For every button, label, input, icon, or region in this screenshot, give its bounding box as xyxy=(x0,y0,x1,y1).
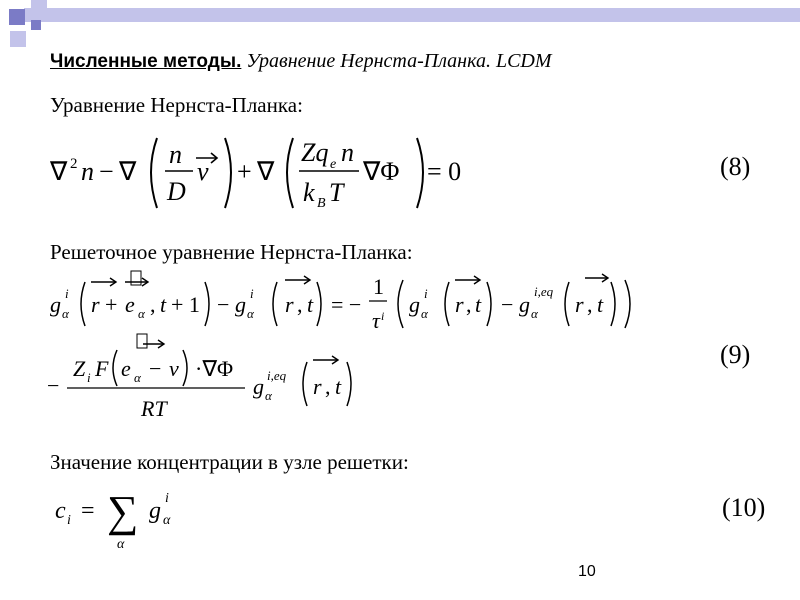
svg-text:v: v xyxy=(197,157,209,186)
svg-text:i: i xyxy=(165,491,169,506)
svg-text:g: g xyxy=(149,498,161,524)
svg-text:g: g xyxy=(519,292,530,317)
section-heading-1: Уравнение Нернста-Планка: xyxy=(50,93,303,117)
svg-text:i: i xyxy=(87,370,91,385)
svg-text:e: e xyxy=(330,157,337,172)
section-heading-2: Решеточное уравнение Нернста-Планка: xyxy=(50,240,413,264)
svg-text:i,eq: i,eq xyxy=(534,284,554,299)
svg-text:+: + xyxy=(105,292,118,317)
svg-text:−: − xyxy=(501,292,514,317)
svg-text:τ: τ xyxy=(372,308,380,333)
svg-text:r: r xyxy=(455,292,464,317)
decor-square xyxy=(31,0,47,16)
svg-text:i: i xyxy=(250,286,254,301)
svg-text:RT: RT xyxy=(141,396,167,420)
svg-text:Z: Z xyxy=(73,356,86,381)
svg-text:i: i xyxy=(424,286,428,301)
decor-square xyxy=(9,9,25,25)
svg-text:r: r xyxy=(285,292,294,317)
svg-text:∑: ∑ xyxy=(107,487,139,536)
title-italic: Уравнение Нернста-Планка. LCDM xyxy=(246,50,552,72)
svg-text:∇Φ: ∇Φ xyxy=(363,157,400,186)
svg-text:t: t xyxy=(597,292,604,317)
svg-text:α: α xyxy=(247,306,254,321)
svg-text:2: 2 xyxy=(70,156,78,172)
equation-8 xyxy=(45,128,485,216)
svg-text:−: − xyxy=(99,157,114,186)
svg-text:t: t xyxy=(160,292,167,317)
svg-text:−: − xyxy=(47,373,60,398)
svg-text:,: , xyxy=(325,374,331,399)
svg-text:e: e xyxy=(125,292,135,317)
svg-text:1: 1 xyxy=(373,274,384,299)
svg-text:=: = xyxy=(81,498,95,524)
svg-text:α: α xyxy=(138,306,145,321)
svg-text:t: t xyxy=(335,374,342,399)
slide-title xyxy=(50,50,552,73)
svg-text:g: g xyxy=(50,292,61,317)
svg-text:i,eq: i,eq xyxy=(267,368,287,383)
svg-text:n: n xyxy=(169,140,182,169)
svg-text:,: , xyxy=(150,292,156,317)
decor-square xyxy=(10,31,26,47)
svg-text:α: α xyxy=(163,513,171,528)
svg-text:∇: ∇ xyxy=(119,157,137,186)
equation-9-number: (9) xyxy=(720,340,751,369)
svg-text:−: − xyxy=(217,292,230,317)
svg-text:α: α xyxy=(531,306,538,321)
svg-text:t: t xyxy=(307,292,314,317)
equation-8-number: (8) xyxy=(720,152,751,181)
equation-10 xyxy=(45,482,245,552)
svg-text:−: − xyxy=(149,356,162,381)
page-number: 10 xyxy=(578,563,596,580)
svg-text:Zq: Zq xyxy=(301,138,329,167)
svg-text:c: c xyxy=(55,498,66,524)
svg-text:∇: ∇ xyxy=(257,157,275,186)
section-heading-3: Значение концентрации в узле решетки: xyxy=(50,450,409,474)
equation-10-number: (10) xyxy=(722,493,766,522)
svg-text:n: n xyxy=(81,157,94,186)
svg-text:D: D xyxy=(167,177,186,206)
equation-9 xyxy=(45,268,645,420)
svg-text:= −: = − xyxy=(331,292,362,317)
svg-text:i: i xyxy=(381,309,385,323)
svg-text:α: α xyxy=(421,306,428,321)
svg-text:,: , xyxy=(297,292,303,317)
title-bold: Численные методы. xyxy=(50,51,242,72)
svg-text:α: α xyxy=(62,306,69,321)
svg-text:·∇Φ: ·∇Φ xyxy=(195,356,234,381)
svg-text:α: α xyxy=(265,388,272,403)
svg-text:T: T xyxy=(329,178,344,207)
svg-text:= 0: = 0 xyxy=(427,157,462,186)
svg-text:g: g xyxy=(235,292,246,317)
svg-text:n: n xyxy=(341,138,354,167)
header-band xyxy=(24,8,800,22)
svg-text:α: α xyxy=(117,537,125,552)
svg-text:F: F xyxy=(95,356,109,381)
svg-text:r: r xyxy=(91,292,100,317)
svg-text:i: i xyxy=(65,286,69,301)
svg-text:t: t xyxy=(475,292,482,317)
svg-text:i: i xyxy=(67,513,71,528)
svg-text:,: , xyxy=(466,292,472,317)
svg-text:r: r xyxy=(575,292,584,317)
svg-text:k: k xyxy=(303,178,315,207)
svg-text:α: α xyxy=(134,370,141,385)
svg-text:+ 1: + 1 xyxy=(171,292,200,317)
decor-square xyxy=(31,20,41,30)
svg-text:+: + xyxy=(237,157,252,186)
svg-text:B: B xyxy=(317,196,326,211)
svg-text:v: v xyxy=(169,356,179,381)
svg-text:g: g xyxy=(253,374,264,399)
svg-text:,: , xyxy=(587,292,593,317)
svg-text:r: r xyxy=(313,374,322,399)
svg-text:g: g xyxy=(409,292,420,317)
svg-text:e: e xyxy=(121,356,131,381)
svg-text:∇: ∇ xyxy=(50,157,68,186)
